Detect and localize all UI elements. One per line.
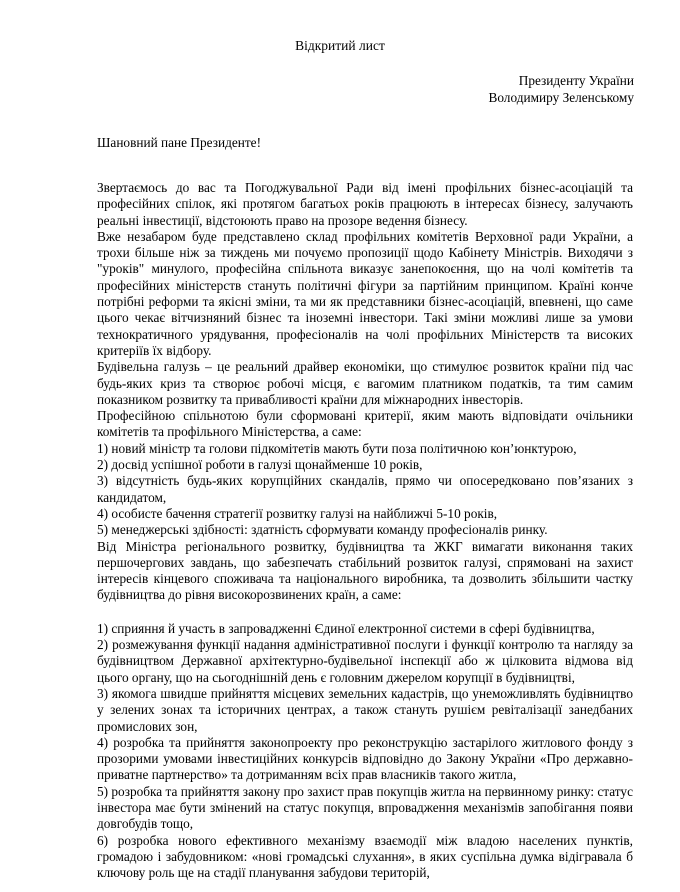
task-item: 1) сприяння й участь в запровадженні Єдиної електронної системи в сфері будівництва, (97, 620, 595, 636)
paragraph-construction-industry: Будівельна галузь – це реальний драйвер економіки, що стимулює розвиток країни під час будь-яких криз та створює робочі місця, є вагомим платником податків, та тим самим показником розвитку та привабливості країни для міжнародних інвесторів. (97, 359, 633, 407)
task-item: 5) розробка та прийняття закону про захист прав покупців житла на первинному ринку: статус інвестора має бути змінений на статус покупця, впровадження механізмів запобігання появи довгобудів тощо, (97, 783, 633, 832)
paragraph-committees: Вже незабаром буде представлено склад профільних комітетів Верховної ради України, а трохи більше ніж за тиждень ми почуємо пропозиції щодо Кабінету Міністрів. Виходячи з "уроків" минулого, професійна спільнота виказує занепокоєння, що на чолі комітетів та професійних міністерств стануть політичні фігури за партійним принципом. Країні конче потрібні реформи та якісні зміни, та ми як представники бізнес-асоціацій, впевнені, що саме цього чекає вітчизняний бізнес та іноземні інвестори. Такі зміни можливі лише за умови технократичного урядування, професіоналів на чолі профільних Міністерств та високих критеріїв їх відбору. (97, 228, 633, 358)
letter-body (97, 180, 633, 881)
addressee-line-1: Президенту України (518, 73, 634, 88)
paragraph-gap (97, 604, 633, 621)
criteria-item: 1) новий міністр та голови підкомітетів мають бути поза політичною кон’юнктурою, (97, 440, 577, 456)
paragraph-intro: Звертаємось до вас та Погоджувальної Ради від імені профільних бізнес-асоціацій та професійних спілок, які протягом багатьох років працюють в інтересах бізнесу, залучають реальні інвестиції, відстоюють право на прозоре ведення бізнесу. (97, 180, 633, 228)
task-item: 4) розробка та прийняття законопроекту про реконструкцію застарілого житлового фонду з прозорими умовами інвестиційних конкурсів відповідно до Закону України «Про державно-приватне партнерство» та дотриманням всіх прав власників такого житла, (97, 734, 633, 783)
addressee-block (488, 72, 634, 106)
task-item: 3) якомога швидше прийняття місцевих земельних кадастрів, що унеможливлять будівництво у зелених зонах та історичних центрах, а також стануть рушієм ревіталізації занедбаних промислових зон, (97, 685, 633, 734)
criteria-item: 5) менеджерські здібності: здатність сформувати команду професіоналів ринку. (97, 522, 548, 538)
criteria-item: 4) особисте бачення стратегії розвитку галузі на найближчі 5-10 років, (97, 505, 498, 521)
addressee-line-2: Володимиру Зеленському (488, 90, 634, 105)
greeting: Шановний пане Президенте! (97, 135, 261, 150)
criteria-item: 2) досвід успішної роботи в галузі щонайменше 10 років, (97, 457, 423, 473)
paragraph-criteria-intro: Професійною спільнотою були сформовані критерії, яким мають відповідати очільники комітетів та профільного Міністерства, а саме: (97, 408, 633, 440)
paragraph-minister-tasks-intro: Від Міністра регіонального розвитку, будівництва та ЖКГ вимагати виконання таких першочергових завдань, що забезпечать стабільний розвиток галузі, спрямовані на захист інтересів кінцевого споживача та національного виробника, та дозволить збільшити частку будівництва до рівня високорозвинених країн, а саме: (97, 538, 633, 603)
criteria-item: 3) відсутність будь-яких корупційних скандалів, прямо чи опосередковано пов’язаних з кандидатом, (97, 473, 633, 505)
letter-title: Відкритий лист (295, 38, 385, 53)
task-item: 2) розмежування функції надання адміністративної послуги і функції контролю та нагляду за будівництвом Державної архітектурно-будівельної інспекції або ж цілковита відмова від цього органу, що на сьогоднішній день є головним джерелом корупції в будівництві, (97, 637, 633, 685)
task-item: 6) розробка нового ефективного механізму взаємодії між владою населених пунктів, громадою і забудовником: «нові громадські слухання», в яких суспільна думка відігравала б ключову роль ще на стадії планування забудови територій, (97, 832, 633, 881)
